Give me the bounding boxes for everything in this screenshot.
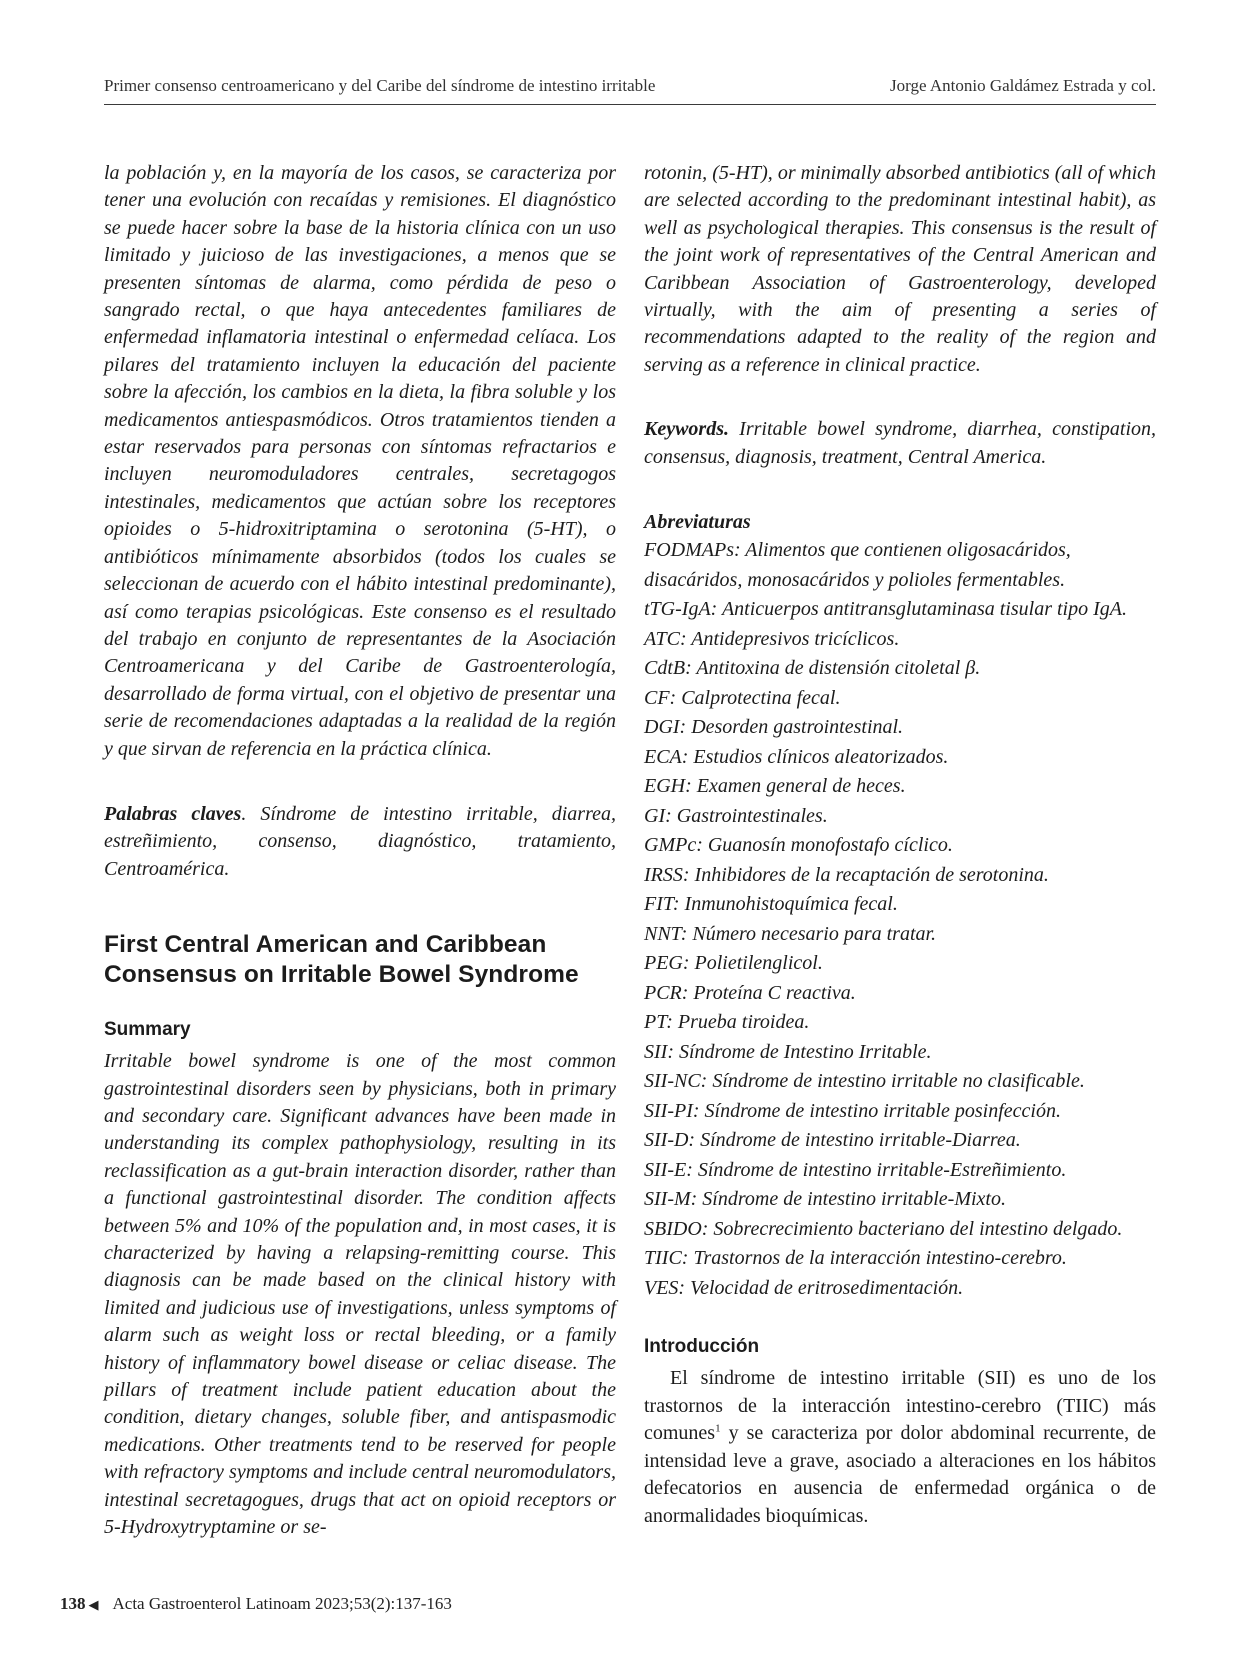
right-column <box>644 160 1156 1531</box>
abbreviation-item: tTG-IgA: Anticuerpos antitransglutaminasa tisular tipo IgA. <box>644 598 1127 621</box>
summary-continued: rotonin, (5-HT), or minimally absorbed antibiotics (all of which are selected according to the predominant intestinal habit), as well as psychological therapies. This consensus is the result of the joint work of representatives of the Central American and Caribbean Association of Gastroenterology, developed virtually, with the aim of presenting a series of recommendations adapted to the reality of the region and serving as a reference in clinical practice. <box>644 162 1156 376</box>
abbreviation-item: SII-M: Síndrome de intestino irritable-Mixto. <box>644 1188 1006 1211</box>
abbreviation-item: CF: Calprotectina fecal. <box>644 686 841 709</box>
header-title: Primer consenso centroamericano y del Caribe del síndrome de intestino irritable <box>104 76 656 95</box>
abbreviation-item: TIIC: Trastornos de la interacción intestino-cerebro. <box>644 1247 1067 1270</box>
page-footer <box>60 1594 452 1614</box>
intro-paragraph <box>644 1365 1156 1531</box>
palabras-claves-text: . Síndrome de intestino irritable, diarrea, estreñimiento, consenso, diagnóstico, tratamiento, Centroamérica. <box>104 802 617 880</box>
intro-text-part2: y se caracteriza por dolor abdominal recurrente, de intensidad leve a grave, asociado a alteraciones en los hábitos defecatorios en ausencia de enfermedad orgánica o de anormalidades bioquímicas. <box>644 1422 1156 1528</box>
abbreviation-item: NNT: Número necesario para tratar. <box>644 922 937 945</box>
abbreviation-item: ECA: Estudios clínicos aleatorizados. <box>644 745 949 768</box>
left-column <box>104 160 616 1541</box>
abbreviation-item: ATC: Antidepresivos tricíclicos. <box>644 627 900 650</box>
abbreviation-item: GI: Gastrointestinales. <box>644 804 828 827</box>
page-number: 138 <box>60 1594 86 1613</box>
abbreviation-item: EGH: Examen general de heces. <box>644 775 906 798</box>
abbreviations-heading: Abreviaturas <box>644 511 751 534</box>
keywords-label: Keywords. <box>644 418 729 441</box>
english-title: First Central American and Caribbean Consensus on Irritable Bowel Syndrome <box>104 931 579 989</box>
journal-citation: Acta Gastroenterol Latinoam 2023;53(2):137-163 <box>112 1594 452 1613</box>
abbreviation-item: DGI: Desorden gastrointestinal. <box>644 716 904 739</box>
reference-superscript: 1 <box>715 1422 721 1435</box>
abbreviation-item: GMPc: Guanosín monofostafo cíclico. <box>644 834 953 857</box>
abbreviation-item: SBIDO: Sobrecrecimiento bacteriano del intestino delgado. <box>644 1217 1123 1240</box>
palabras-claves <box>104 801 616 883</box>
abbreviation-item: FODMAPs: Alimentos que contienen oligosacáridos, disacáridos, monosacáridos y polioles fermentables. <box>644 539 1071 591</box>
summary-heading: Summary <box>104 1019 191 1041</box>
abbreviation-item: VES: Velocidad de eritrosedimentación. <box>644 1276 964 1299</box>
abbreviation-item: PEG: Polietilenglicol. <box>644 952 823 975</box>
abbreviation-item: PCR: Proteína C reactiva. <box>644 981 856 1004</box>
abbreviation-item: SII: Síndrome de Intestino Irritable. <box>644 1040 932 1063</box>
page-marker-icon: ◀ <box>88 1597 99 1612</box>
abbreviation-item: SII-D: Síndrome de intestino irritable-Diarrea. <box>644 1129 1021 1152</box>
abbreviation-item: CdtB: Antitoxina de distensión citoletal β. <box>644 657 981 680</box>
abbreviation-item: PT: Prueba tiroidea. <box>644 1011 810 1034</box>
abbreviation-item: SII-PI: Síndrome de intestino irritable posinfección. <box>644 1099 1061 1122</box>
intro-text-part1: El síndrome de intestino irritable (SII) es uno de los trastornos de la interacción intestino-cerebro (TIIC) más comunes <box>644 1367 1156 1445</box>
resumen-continued: la población y, en la mayoría de los casos, se caracteriza por tener una evolución con recaídas y remisiones. El diagnóstico se puede hacer sobre la base de la historia clínica con un uso limitado y juicioso de las investigaciones, a menos que se presenten síntomas de alarma, como pérdida de peso o sangrado rectal, o que haya antecedentes familiares de enfermedad inflamatoria intestinal o enfermedad celíaca. Los pilares del tratamiento incluyen la educación del paciente sobre la afección, los cambios en la dieta, la fibra soluble y los medicamentos antiespasmódicos. Otros tratamientos tienden a estar reservados para personas con síntomas refractarios e incluyen neuromoduladores centrales, secretagogos intestinales, medicamentos que actúan sobre los receptores opioides o 5-hidroxitriptamina o serotonina (5-HT), o antibióticos mínimamente absorbidos (todos los cuales se seleccionan de acuerdo con el hábito intestinal predominante), así como terapias psicológicas. Este consenso es el resultado del trabajo en conjunto de representantes de la Asociación Centroamericana y del Caribe de Gastroenterología, desarrollado de forma virtual, con el objetivo de presentar una serie de recomendaciones adaptadas a la realidad de la región y que sirvan de referencia en la práctica clínica. <box>104 162 616 760</box>
palabras-claves-label: Palabras claves <box>104 802 242 825</box>
header-authors: Jorge Antonio Galdámez Estrada y col. <box>890 76 1156 95</box>
keywords-text: Irritable bowel syndrome, diarrhea, constipation, consensus, diagnosis, treatment, Central America. <box>644 418 1156 468</box>
intro-heading: Introducción <box>644 1336 760 1358</box>
abbreviation-item: FIT: Inmunohistoquímica fecal. <box>644 893 898 916</box>
abbreviation-item: SII-NC: Síndrome de intestino irritable no clasificable. <box>644 1070 1085 1093</box>
abbreviation-item: IRSS: Inhibidores de la recaptación de serotonina. <box>644 863 1049 886</box>
running-header <box>104 74 1156 105</box>
summary-text: Irritable bowel syndrome is one of the most common gastrointestinal disorders seen by physicians, both in primary and secondary care. Significant advances have been made in understanding its complex pathophysiology, resulting in its reclassification as a gut-brain interaction disorder, rather than a functional gastrointestinal disorder. The condition affects between 5% and 10% of the population and, in most cases, it is characterized by having a relapsing-remitting course. This diagnosis can be made based on the clinical history with limited and judicious use of investigations, unless symptoms of alarm such as weight loss or rectal bleeding, or a family history of inflammatory bowel disease or celiac disease. The pillars of treatment include patient education about the condition, dietary changes, soluble fiber, and antispasmodic medications. Other treatments tend to be reserved for people with refractory symptoms and include central neuromodulators, intestinal secretagogues, drugs that act on opioid receptors or 5-Hydroxytryptamine or se- <box>104 1050 616 1539</box>
abbreviations-list <box>644 536 1156 1303</box>
keywords <box>644 416 1156 471</box>
abbreviation-item: SII-E: Síndrome de intestino irritable-Estreñimiento. <box>644 1158 1067 1181</box>
